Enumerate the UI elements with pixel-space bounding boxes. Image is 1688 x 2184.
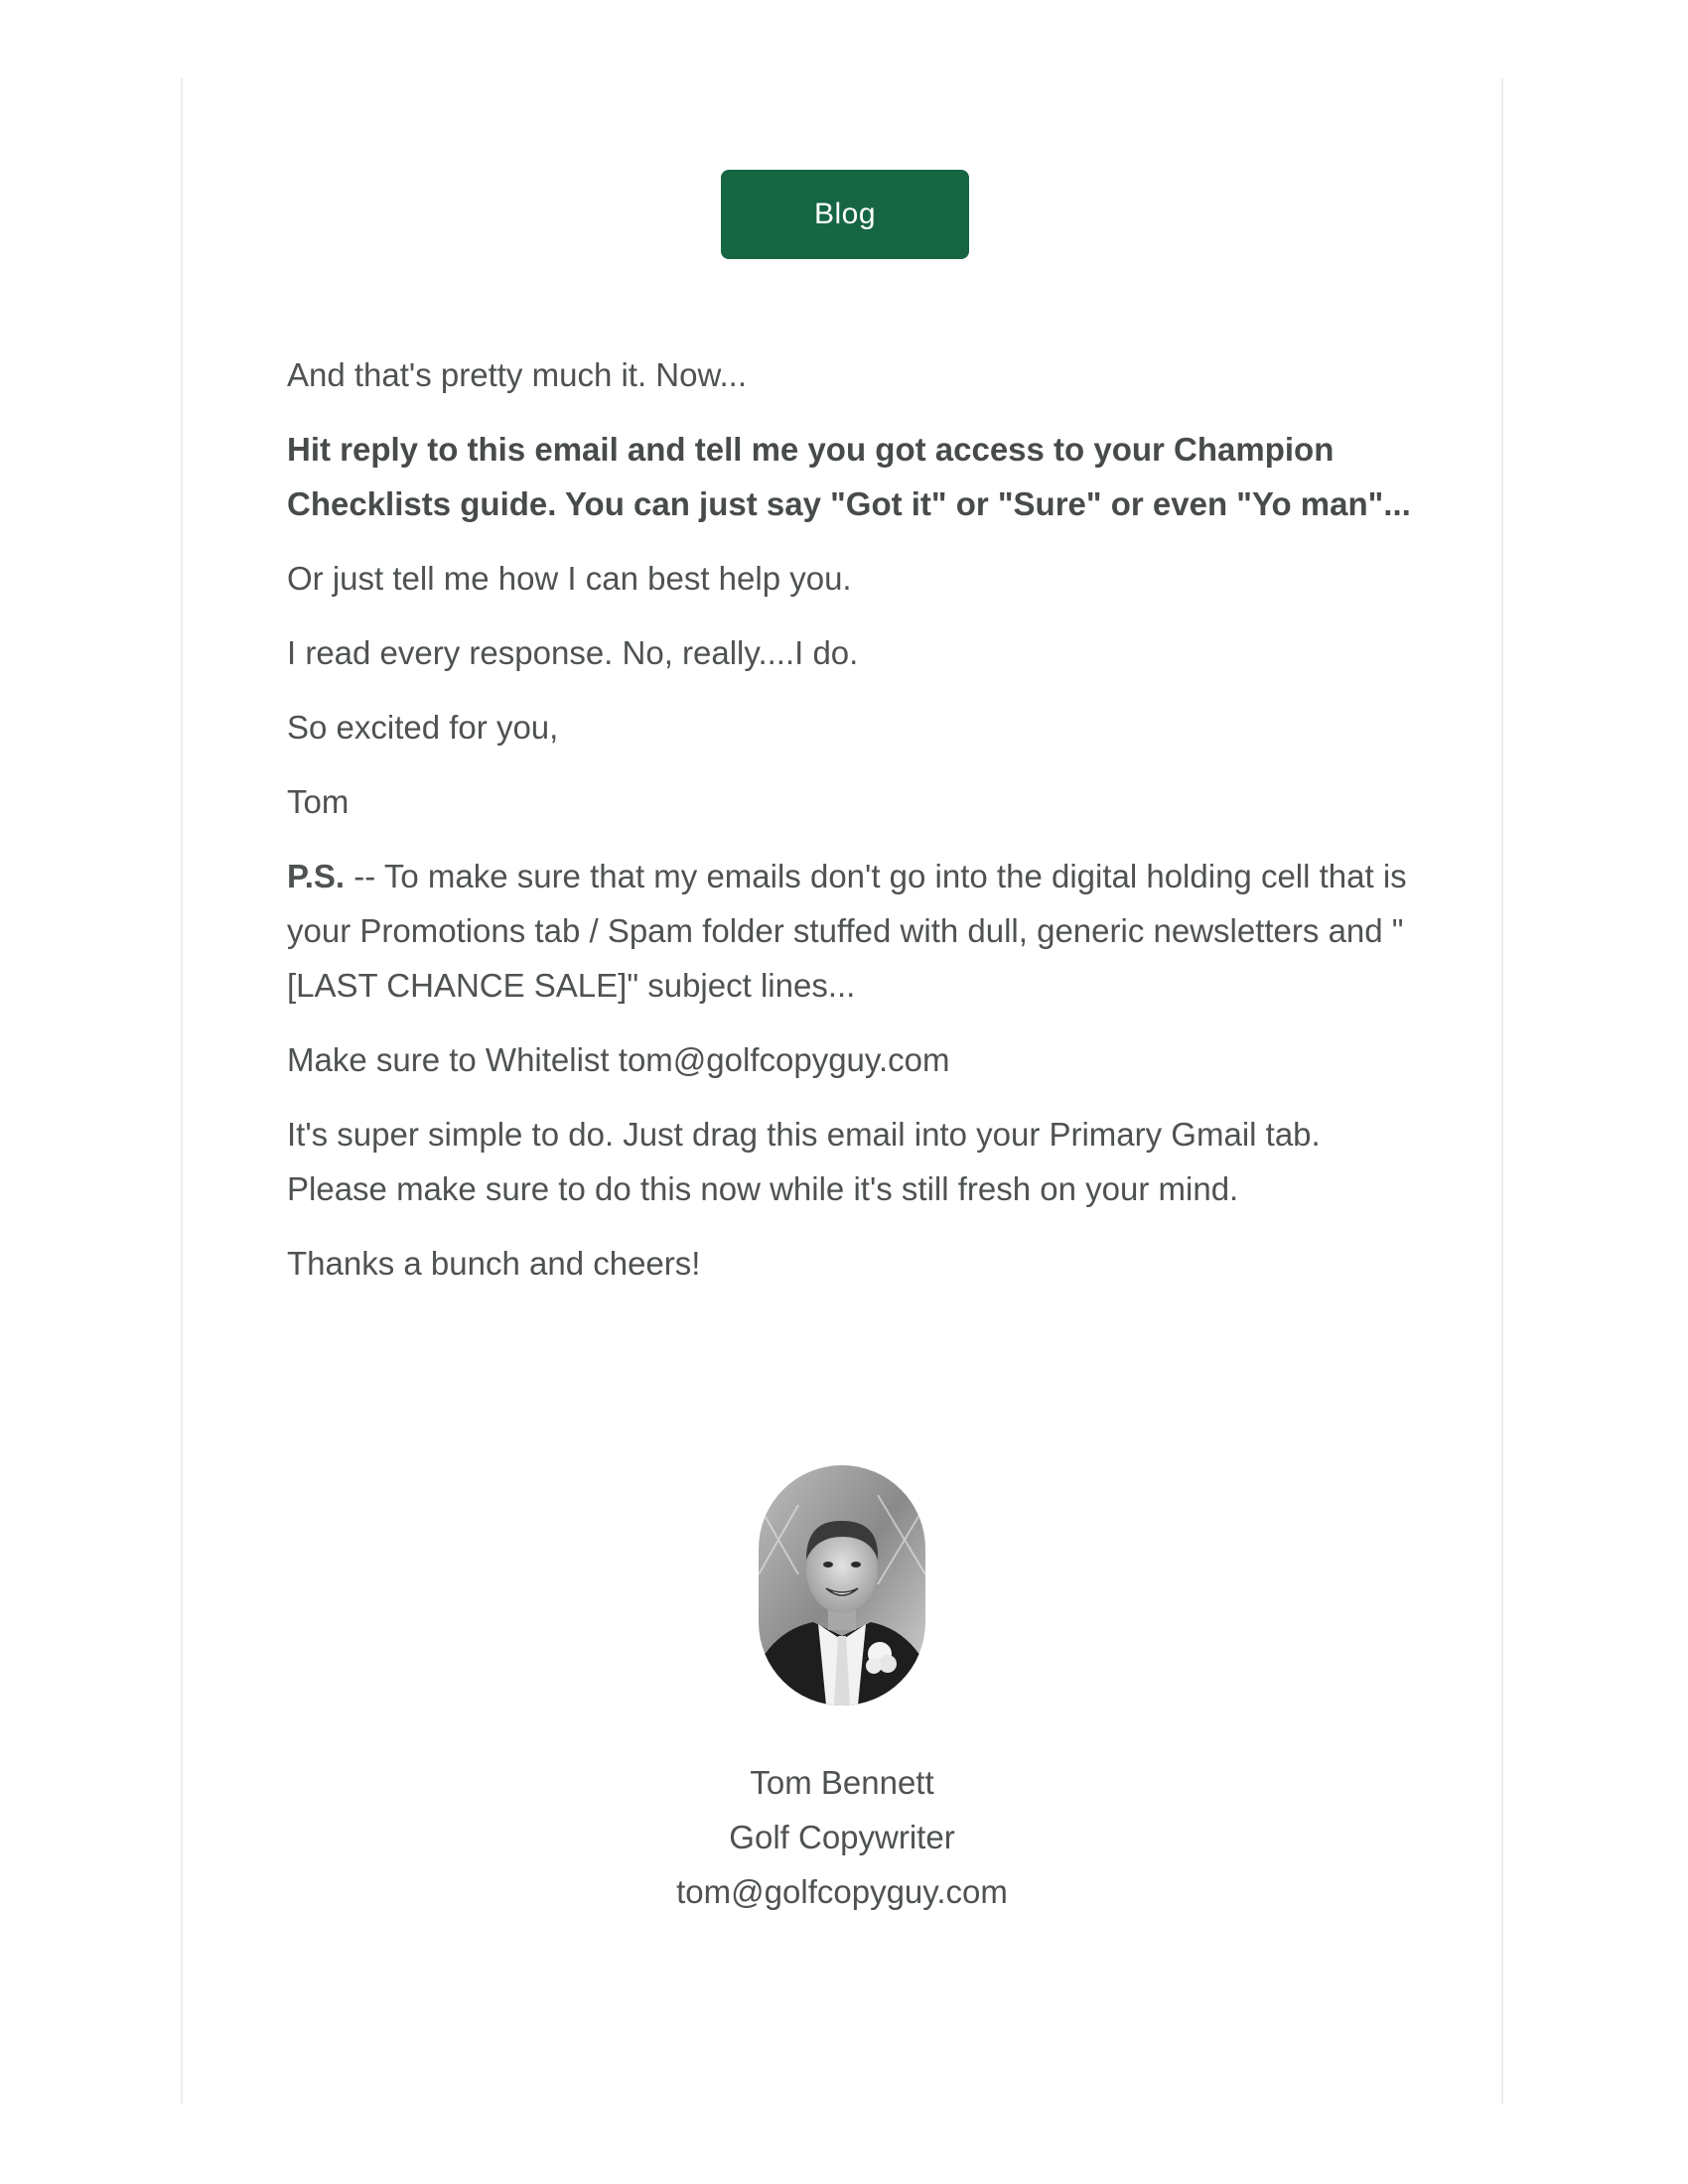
avatar-portrait-icon: [759, 1465, 925, 1706]
blog-button-label: Blog: [813, 198, 877, 230]
instructions-paragraph: It's super simple to do. Just drag this email into your Primary Gmail tab. Please make sure to do this now while it's still fresh on your mind.: [287, 1116, 1321, 1207]
excited-paragraph: So excited for you,: [287, 709, 559, 746]
signature-block: [183, 1465, 1501, 1919]
reply-request-paragraph: Hit reply to this email and tell me you got access to your Champion Checklists guide. You can just say "Got it" or "Sure" or even "Yo man"...: [287, 431, 1411, 522]
email-body: [287, 347, 1424, 1310]
read-response-paragraph: I read every response. No, really....I do.: [287, 634, 859, 671]
intro-paragraph: And that's pretty much it. Now...: [287, 356, 747, 393]
signature-name: Tom Bennett: [750, 1764, 934, 1801]
thanks-paragraph: Thanks a bunch and cheers!: [287, 1245, 701, 1282]
signature-title: Golf Copywriter: [729, 1819, 955, 1855]
ps-label: P.S.: [287, 858, 346, 894]
signature-email[interactable]: tom@golfcopyguy.com: [676, 1873, 1008, 1910]
email-card: [181, 77, 1503, 2105]
avatar: [759, 1465, 925, 1706]
blog-button[interactable]: [721, 170, 969, 259]
ps-text: -- To make sure that my emails don't go into the digital holding cell that is your Promotions tab / Spam folder stuffed with dull, generic newsletters and "[LAST CHANCE SALE]" subject lines...: [287, 858, 1407, 1004]
help-paragraph: Or just tell me how I can best help you.: [287, 560, 852, 597]
whitelist-paragraph: Make sure to Whitelist tom@golfcopyguy.com: [287, 1041, 950, 1078]
sign-off-name: Tom: [287, 783, 350, 820]
ps-paragraph: [287, 849, 1424, 1013]
signature-details: [183, 1755, 1501, 1919]
